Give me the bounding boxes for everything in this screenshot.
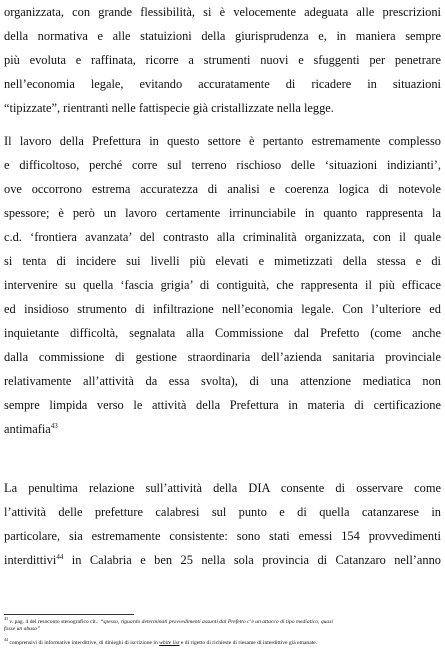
footnote-reference[interactable]: 43: [50, 421, 58, 430]
footnote-number: 43: [4, 616, 8, 622]
paragraph-1: [4, 0, 441, 120]
text-line: dalla commissione di gestione straordinaria dell’azienda sanitaria provinciale: [4, 350, 441, 364]
text-line: relativamente all’attività da essa svolta), di una attenzione mediatica non: [4, 374, 441, 388]
footnote-quote: “spesso, riguardo determinati provvedimenti assunti dal Prefetto c’è un attacco di tipo mediatico, quasi: [100, 619, 333, 625]
text-line: l’attività delle prefetture calabresi sul punto e di quella catanzarese in: [4, 505, 441, 519]
text-line: ed insidioso strumento di infiltrazione nell’economia legale. Con l’ulteriore ed: [4, 302, 441, 316]
text-line: spessore; è però un lavoro certamente irrinunciabile in quanto rappresenta la: [4, 206, 441, 220]
text-line: intervenire su quella ‘fascia grigia’ di contiguità, che rappresenta il più efficace: [4, 278, 441, 292]
footnote-separator: [4, 614, 134, 615]
footnote-text: v. pag. 4 del resoconto stenografico cit.:: [8, 619, 101, 625]
footnote-text: e di rigetto di richieste di riesame di interdittive già emanate.: [179, 640, 318, 646]
footnote-44: [4, 637, 441, 647]
text-line: particolare, sia estremamente consistente: sono stati emessi 154 provvedimenti: [4, 529, 441, 543]
footnote-reference[interactable]: 44: [56, 552, 64, 561]
text-line: sempre limpida verso le attività della Prefettura in materia di certificazione: [4, 398, 441, 412]
footnote-term: white list: [159, 640, 180, 646]
text-segment: interdittivi: [4, 553, 57, 567]
text-line: [4, 417, 441, 441]
text-line: La penultima relazione sull’attività della DIA consente di osservare come: [4, 481, 441, 495]
text-line: Il lavoro della Prefettura in questo settore è pertanto estremamente complesso: [4, 134, 441, 148]
text-segment: in Calabria e ben 25 nella sola provincia di Catanzaro nell’anno: [63, 553, 441, 567]
footnote-text: comprensivi di informative interdittive, di dinieghi di iscrizione in: [8, 640, 160, 646]
text-line: si tenta di incidere sui livelli più elevati e mimetizzati della stessa e di: [4, 254, 441, 268]
paragraph-2: [4, 129, 441, 441]
text-segment: antimafia: [4, 422, 51, 436]
text-line: nell’economia legale, evitando accuratamente di ricadere in situazioni: [4, 77, 441, 91]
text-line: “tipizzate”, rientranti nelle fattispecie già cristallizzate nella legge.: [4, 101, 334, 115]
text-line: ove occorrono estrema accuratezza di analisi e coerenza logica di notevole: [4, 182, 441, 196]
paragraph-3: [4, 476, 441, 572]
text-line: della normativa e alle statuizioni della giurisprudenza e, in maniera sempre: [4, 29, 441, 43]
footnote-number: 44: [4, 637, 8, 643]
text-line: più evoluta e raffinata, ricorre a strumenti nuovi e sfuggenti per penetrare: [4, 53, 441, 67]
text-line: inquietante difficoltà, segnalata alla Commissione dal Prefetto (come anche: [4, 326, 441, 340]
footnote-quote: fosse un abuso”: [4, 626, 41, 632]
text-line: organizzata, con grande flessibilità, si è velocemente adeguata alle prescrizioni: [4, 5, 441, 19]
text-line: e difficoltoso, perché corre sul terreno rischioso delle ‘situazioni indizianti’,: [4, 158, 441, 172]
text-line: [4, 548, 441, 572]
text-line: c.d. ‘frontiera avanzata’ del contrasto alla criminalità organizzata, con il quale: [4, 230, 441, 244]
footnote-43: [4, 616, 441, 633]
